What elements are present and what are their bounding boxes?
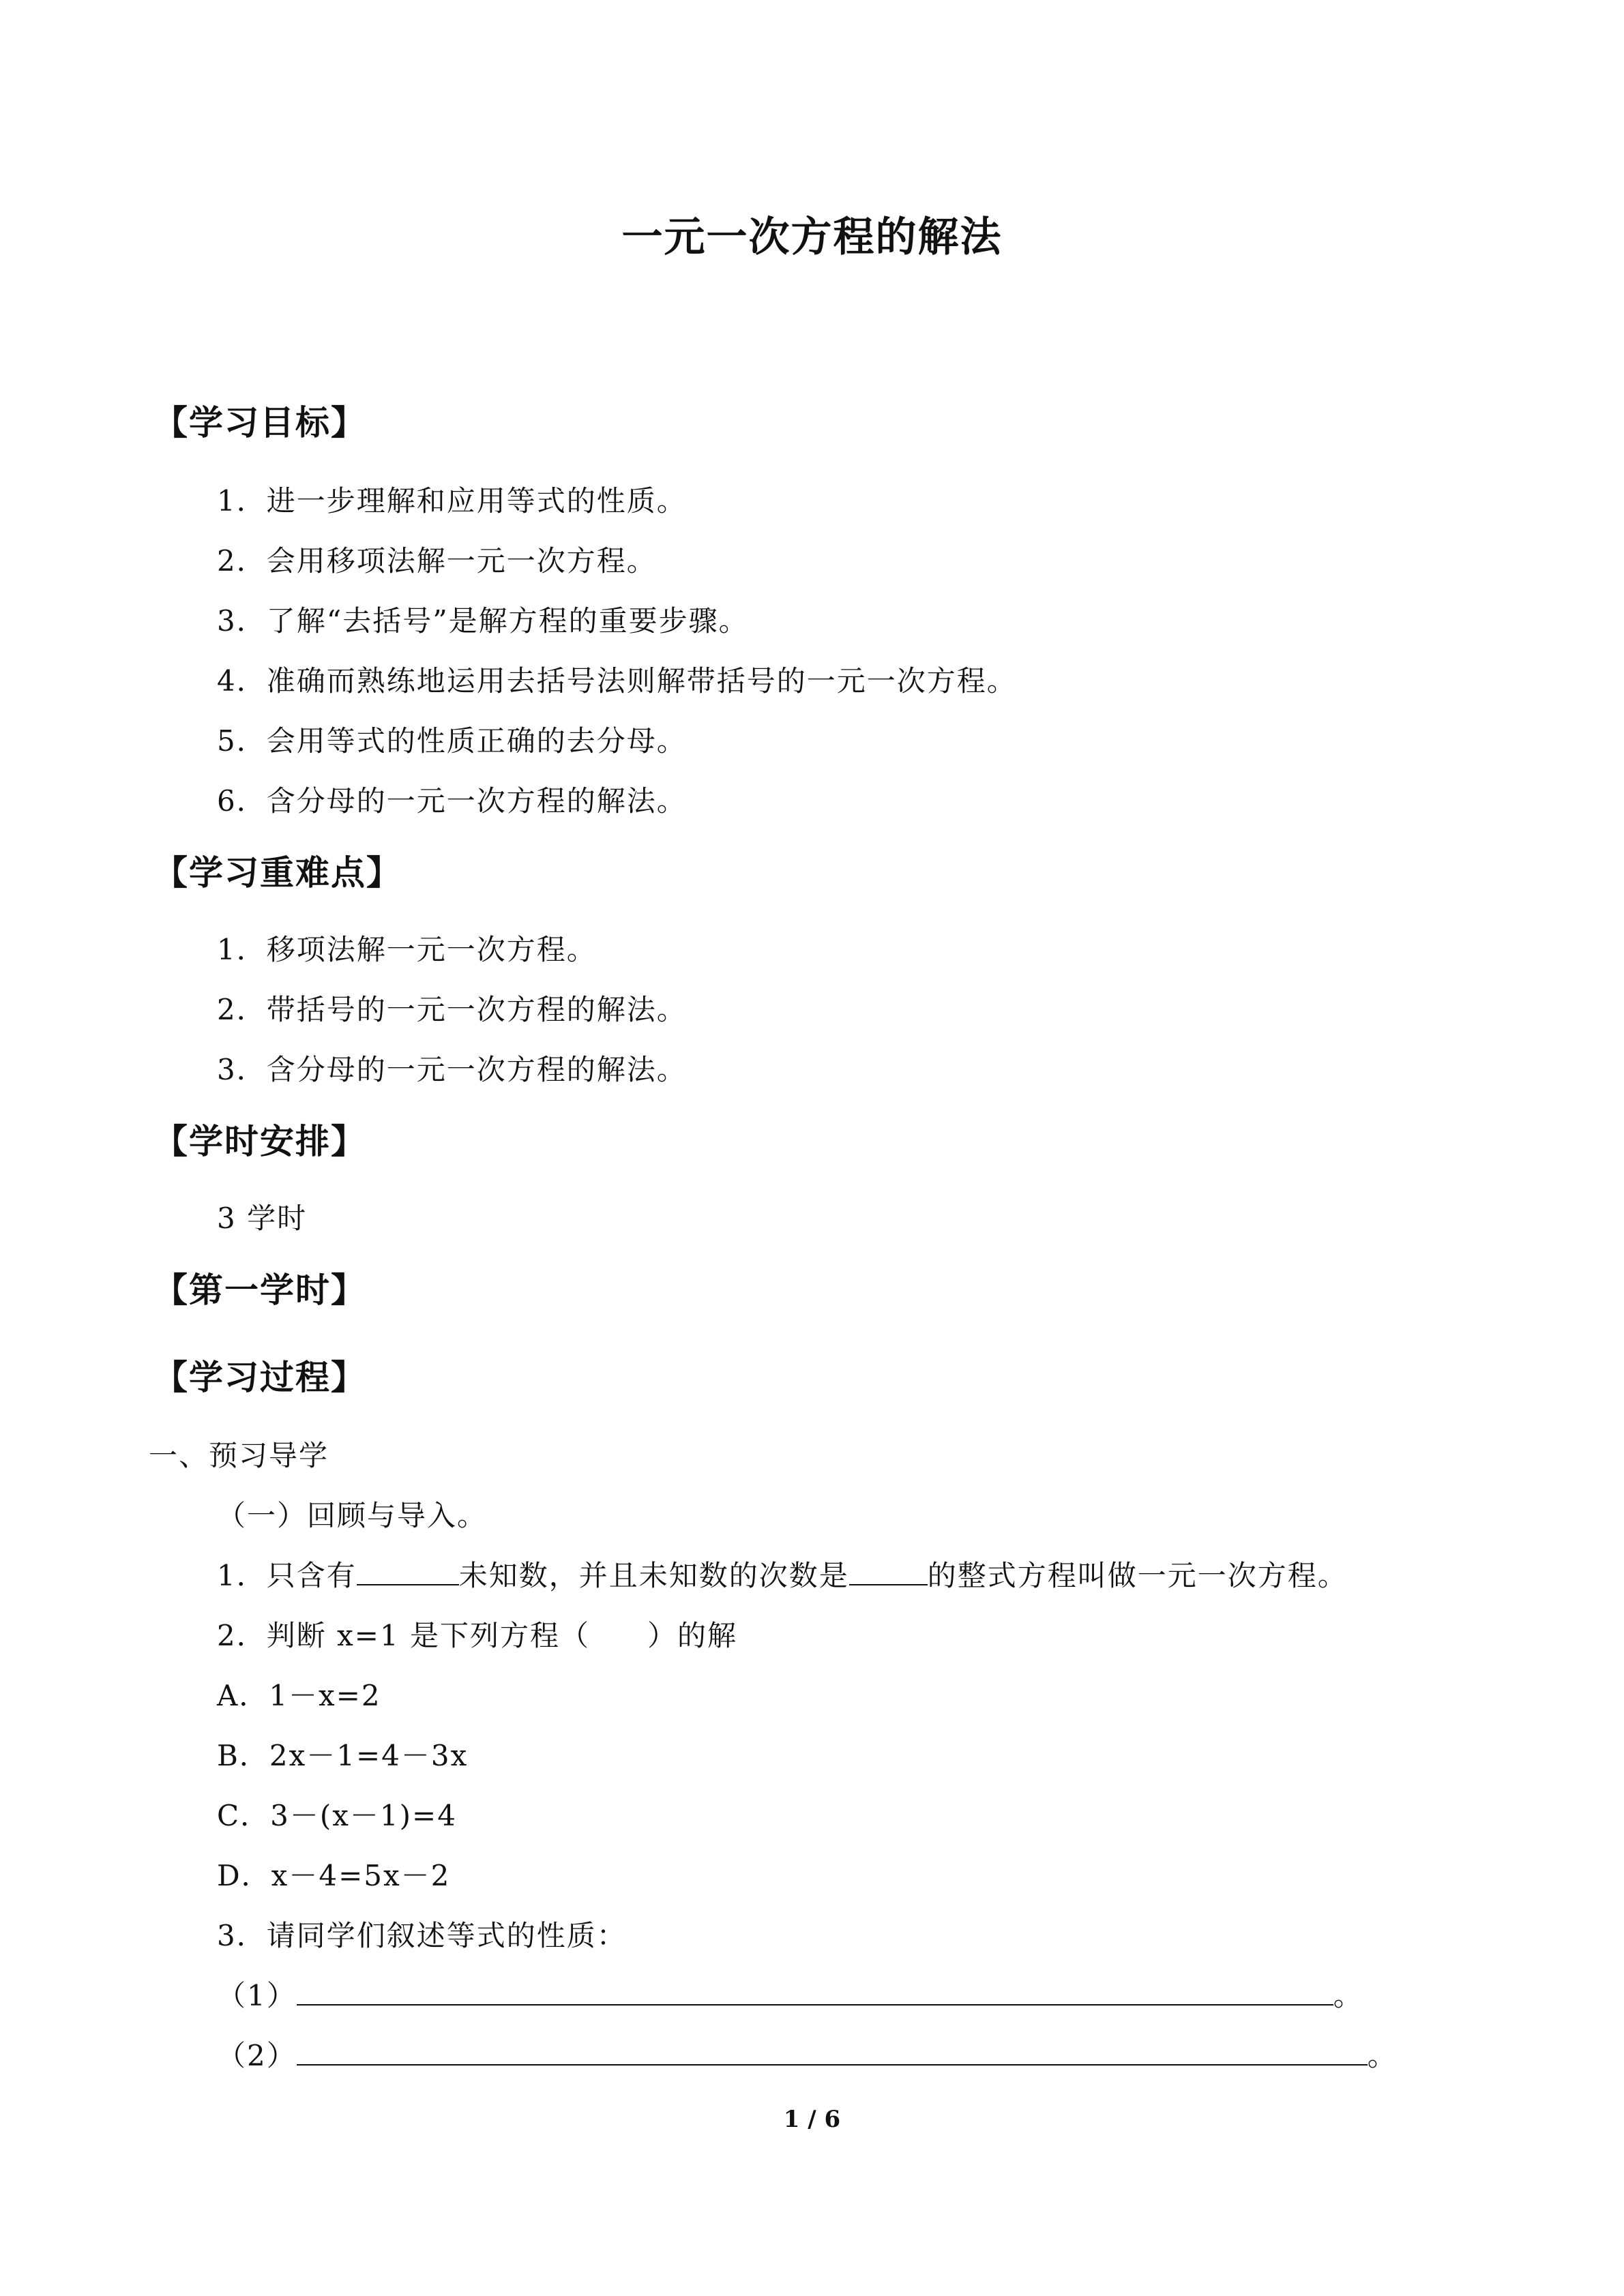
- answer-blank: [849, 1557, 928, 1585]
- property-line-1: [217, 1973, 1363, 2014]
- heading-key-points: 【学习重难点】: [153, 853, 402, 893]
- option-d: D．x－4=5x－2: [217, 1859, 451, 1892]
- option-a: A．1－x=2: [217, 1679, 381, 1712]
- goal-item: 4．准确而熟练地运用去括号法则解带括号的一元一次方程。: [217, 664, 1017, 698]
- question-3: 3．请同学们叙述等式的性质：: [217, 1919, 627, 1952]
- question-1: [217, 1553, 1348, 1594]
- goal-item: 2．会用移项法解一元一次方程。: [217, 544, 657, 578]
- question-2: [217, 1613, 737, 1654]
- goal-item: 3．了解“去括号”是解方程的重要步骤。: [217, 604, 749, 638]
- heading-learning-process: 【学习过程】: [153, 1358, 366, 1397]
- question-2-suffix: ）的解: [647, 1619, 738, 1652]
- answer-blank: [297, 1977, 1333, 2006]
- property-line-2: [217, 2033, 1398, 2074]
- property-label: （1）: [217, 1979, 297, 2012]
- question-1-middle: 未知数，并且未知数的次数是: [458, 1559, 849, 1592]
- key-point-item: 3．含分母的一元一次方程的解法。: [217, 1053, 687, 1086]
- document-title: 一元一次方程的解法: [621, 213, 1003, 261]
- question-1-suffix: 的整式方程叫做一元一次方程。: [927, 1559, 1348, 1592]
- line-end-mark: 。: [1367, 2039, 1398, 2072]
- answer-blank: [297, 2037, 1368, 2066]
- question-1-prefix: 1．只含有: [217, 1559, 357, 1592]
- key-point-item: 1．移项法解一元一次方程。: [217, 933, 597, 966]
- part-title-preview: 一、预习导学: [149, 1439, 329, 1472]
- answer-blank: [357, 1557, 459, 1585]
- option-b: B．2x－1=4－3x: [217, 1739, 469, 1772]
- subsection-title-review: （一）回顾与导入。: [217, 1499, 488, 1532]
- heading-schedule: 【学时安排】: [153, 1122, 366, 1161]
- heading-first-period: 【第一学时】: [153, 1270, 366, 1310]
- line-end-mark: 。: [1333, 1979, 1363, 2012]
- schedule-text: 3 学时: [217, 1202, 308, 1235]
- goal-item: 1．进一步理解和应用等式的性质。: [217, 484, 687, 518]
- property-label: （2）: [217, 2039, 297, 2072]
- option-c: C．3－(x－1)=4: [217, 1799, 457, 1832]
- key-point-item: 2．带括号的一元一次方程的解法。: [217, 993, 687, 1026]
- goal-item: 5．会用等式的性质正确的去分母。: [217, 724, 687, 758]
- page-number: 1 / 6: [783, 2106, 841, 2133]
- heading-learning-goals: 【学习目标】: [153, 403, 366, 443]
- goal-item: 6．含分母的一元一次方程的解法。: [217, 784, 687, 818]
- question-2-prefix: 2．判断 x=1 是下列方程（: [217, 1619, 591, 1652]
